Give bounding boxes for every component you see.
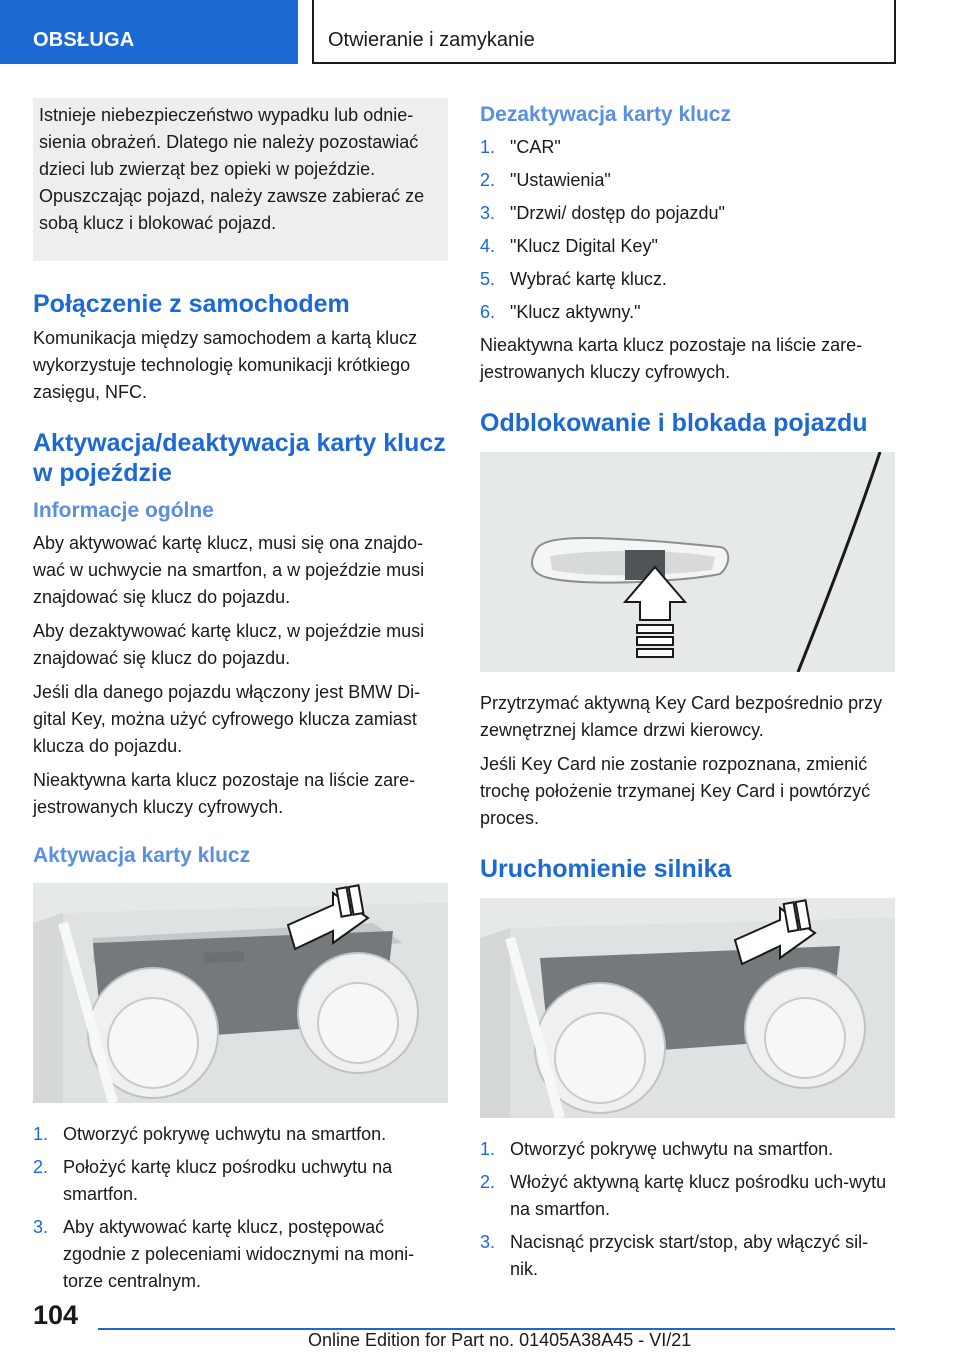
list-item: 6. "Klucz aktywny.": [480, 302, 641, 322]
section-tab: OBSŁUGA: [0, 0, 298, 64]
left-column: [33, 98, 448, 1301]
figure-phone-holder: [33, 883, 448, 1103]
list-item: 2. "Ustawienia": [480, 170, 611, 190]
list-item: 3. Nacisnąć przycisk start/stop, aby włączyć sil-nik.: [480, 1232, 869, 1279]
list-item: 5. Wybrać kartę klucz.: [480, 269, 667, 289]
footer-edition: Online Edition for Part no. 01405A38A45 - VI/21: [308, 1330, 692, 1350]
list-item: 2. Położyć kartę klucz pośrodku uchwytu na smartfon.: [33, 1157, 393, 1204]
right-column: [480, 98, 895, 1289]
start-steps: [480, 1136, 895, 1283]
page-header-title: Otwieranie i zamykanie: [312, 0, 896, 64]
heading-connection: Połączenie z samochodem: [33, 290, 350, 318]
deactivation-steps: [480, 134, 895, 326]
list-item: 3. Aby aktywować kartę klucz, postępować zgodnie z poleceniami widocznymi na moni-torze centralnym.: [33, 1217, 415, 1291]
heading-activate-card: Aktywacja karty klucz: [33, 844, 251, 867]
page-number: 104: [33, 1300, 79, 1330]
heading-unlock: Odblokowanie i blokada pojazdu: [480, 409, 868, 437]
warning-note: Istnieje niebezpieczeństwo wypadku lub odnie-sienia obrażeń. Dlatego nie należy pozostawiać dzieci lub zwierząt bez opieki w pojeździe. Opuszczając pojazd, należy zawsze zabierać ze sobą klucz i blokować pojazd.: [33, 98, 448, 261]
paragraph-unlock-1: Przytrzymać aktywną Key Card bezpośrednio przy zewnętrznej klamce drzwi kierowcy.: [480, 693, 883, 740]
list-item: 2. Włożyć aktywną kartę klucz pośrodku uch-wytu na smartfon.: [480, 1172, 887, 1219]
paragraph-general-4: Nieaktywna karta klucz pozostaje na liście zare-jestrowanych kluczy cyfrowych.: [33, 770, 416, 817]
paragraph-connection: Komunikacja między samochodem a kartą klucz wykorzystuje technologię komunikacji krótkiego zasięgu, NFC.: [33, 328, 418, 402]
list-item: 4. "Klucz Digital Key": [480, 236, 658, 256]
heading-general-info: Informacje ogólne: [33, 499, 214, 522]
activation-steps: [33, 1121, 448, 1295]
paragraph-general-2: Aby dezaktywować kartę klucz, w pojeździe musi znajdować się klucz do pojazdu.: [33, 621, 425, 668]
list-item: 3. "Drzwi/ dostęp do pojazdu": [480, 203, 725, 223]
heading-activation: Aktywacja/deaktywacja karty klucz w pojeździe: [33, 429, 446, 487]
figure-phone-holder-2: [480, 898, 895, 1118]
list-item: 1. Otworzyć pokrywę uchwytu na smartfon.: [33, 1124, 387, 1144]
paragraph-general-1: Aby aktywować kartę klucz, musi się ona znajdo-wać w uchwycie na smartfon, a w pojeździe musi znajdować się klucz do pojazdu.: [33, 533, 425, 607]
figure-door-handle: [480, 452, 895, 672]
list-item: 1. Otworzyć pokrywę uchwytu na smartfon.: [480, 1139, 834, 1159]
paragraph-general-3: Jeśli dla danego pojazdu włączony jest BMW Di-gital Key, można użyć cyfrowego klucza zamiast klucza do pojazdu.: [33, 682, 421, 756]
paragraph-unlock-2: Jeśli Key Card nie zostanie rozpoznana, zmienić trochę położenie trzymanej Key Card i powtórzyć proces.: [480, 754, 871, 828]
list-item: 1. "CAR": [480, 137, 561, 157]
paragraph-inactive: Nieaktywna karta klucz pozostaje na liście zare-jestrowanych kluczy cyfrowych.: [480, 335, 863, 382]
heading-deactivate: Dezaktywacja karty klucz: [480, 103, 731, 126]
heading-start-engine: Uruchomienie silnika: [480, 855, 732, 883]
